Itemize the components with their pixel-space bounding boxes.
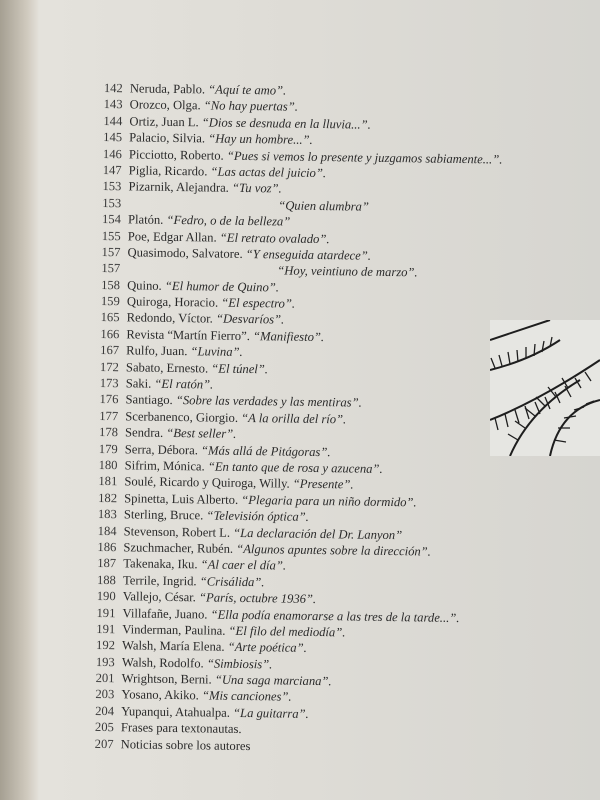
page-number: 204	[95, 703, 115, 719]
page-number: 173	[99, 376, 119, 391]
work-title: “A la orilla del río”.	[241, 410, 347, 427]
work-title: “Pues si vemos lo presente y juzgamos sabiamente...”.	[226, 148, 503, 167]
author-name: Takenaka, Iku.	[123, 556, 198, 572]
page-number: 172	[99, 359, 119, 374]
author-name: Villafañe, Juano.	[122, 605, 208, 621]
page-number: 192	[96, 638, 116, 653]
page-number: 153	[102, 179, 122, 194]
work-title: “En tanto que de rosa y azucena”.	[207, 459, 383, 476]
work-title: “Mis canciones”.	[201, 688, 292, 705]
author-name: Redondo, Víctor.	[126, 310, 213, 327]
author-name: Vinderman, Paulina.	[122, 622, 226, 638]
work-title: “Sobre las verdades y las mentiras”.	[175, 393, 362, 411]
author-name: Saki.	[125, 376, 152, 391]
page-number: 191	[96, 621, 116, 637]
author-name: Pizarnik, Alejandra.	[128, 179, 229, 196]
work-title: “Crisálida”.	[199, 574, 265, 590]
page-number: 176	[99, 392, 119, 407]
page-number: 146	[102, 146, 122, 161]
page-number: 178	[98, 425, 119, 440]
author-name: Terrile, Ingrid.	[122, 573, 197, 589]
page-number: 201	[95, 671, 115, 686]
author-name: Sendra.	[124, 425, 164, 441]
work-title: “Presente”.	[292, 477, 354, 492]
author-name: Rulfo, Juan.	[126, 343, 188, 359]
work-title: “Una saga marciana”.	[214, 672, 332, 689]
palm-leaf-illustration	[490, 320, 600, 456]
page-number: 157	[101, 244, 121, 260]
author-name: Sifrim, Mónica.	[124, 458, 205, 474]
page-number: 144	[103, 113, 123, 129]
work-title: “El filo del mediodía”.	[228, 623, 346, 640]
work-title: “Desvaríos”.	[215, 312, 285, 328]
work-title: “El humor de Quino”.	[164, 278, 280, 295]
author-name: Walsh, Rodolfo.	[121, 654, 204, 671]
author-name: Spinetta, Luis Alberto.	[124, 491, 239, 507]
page-number: 191	[96, 605, 116, 620]
work-title: “Hoy, veintiuno de marzo”.	[277, 263, 418, 280]
work-title: “La guitarra”.	[233, 705, 309, 721]
page-number: 147	[102, 162, 122, 178]
work-title: “París, octubre 1936”.	[198, 590, 317, 607]
work-title: “Las actas del juicio”.	[210, 164, 327, 181]
author-name: Quiroga, Horacio.	[126, 294, 219, 310]
work-title: “Fedro, o de la belleza”	[166, 213, 291, 229]
work-title: “Aquí te amo”.	[208, 82, 287, 98]
work-title: “Plegaria para un niño dormido”.	[241, 492, 417, 510]
work-title: “Algunos apuntes sobre la dirección”.	[236, 541, 431, 559]
page-number: 203	[95, 687, 115, 702]
author-name: Szuchmacher, Rubén.	[123, 540, 234, 556]
work-title: “El espectro”.	[221, 295, 296, 311]
page-number: 157	[101, 261, 121, 276]
author-name: Palacio, Silvia.	[129, 130, 206, 146]
page-number: 183	[97, 507, 117, 522]
author-name: Ortiz, Juan L.	[129, 114, 199, 130]
book-gutter	[0, 0, 38, 800]
work-title: “No hay puertas”.	[203, 98, 299, 115]
page-number: 142	[103, 80, 123, 96]
author-name: Yupanqui, Atahualpa.	[121, 704, 231, 720]
page-number: 165	[100, 310, 120, 325]
author-name: Serra, Débora.	[124, 441, 199, 457]
work-title: “Al caer el día”.	[200, 557, 287, 573]
work-title: “Tu voz”.	[231, 181, 282, 196]
work-title: “Arte poética”.	[227, 640, 307, 656]
author-name: Scerbanenco, Giorgio.	[125, 409, 239, 425]
page-number: 143	[103, 97, 123, 112]
work-title: “Ella podía enamorarse a las tres de la tarde...”.	[210, 607, 460, 625]
page-number: 190	[96, 589, 116, 604]
work-title: “Hay un hombre...”.	[208, 131, 313, 148]
author-name: Piglia, Ricardo.	[128, 163, 208, 179]
work-title: “Luvina”.	[190, 344, 243, 360]
author-name: Santiago.	[125, 392, 173, 408]
page-number: 154	[101, 212, 122, 227]
page-number: 145	[103, 130, 123, 145]
author-name: Soulé, Ricardo y Quiroga, Willy.	[124, 474, 290, 492]
page-number: 153	[102, 195, 122, 210]
work-title: “Quien alumbra”	[278, 198, 369, 214]
author-name: Quino.	[127, 278, 162, 293]
work-title: “La declaración del Dr. Lanyon”	[233, 525, 403, 542]
author-name: Noticias sobre los autores	[120, 736, 251, 753]
work-title: “Best seller”.	[166, 426, 237, 442]
page-number: 166	[100, 326, 120, 342]
page-number: 184	[97, 523, 117, 538]
page-number: 159	[100, 294, 120, 309]
author-name: Stevenson, Robert L.	[123, 523, 231, 540]
author-name: Sabato, Ernesto.	[125, 359, 209, 376]
page-number: 181	[98, 474, 118, 489]
page-number: 186	[97, 539, 117, 555]
author-name: Revista “Martín Fierro”.	[126, 327, 251, 343]
author-name: Neruda, Pablo.	[129, 81, 206, 97]
page-number: 205	[94, 720, 114, 735]
work-title: “El ratón”.	[154, 376, 214, 392]
author-name: Yosano, Akiko.	[121, 687, 199, 703]
page-number: 179	[98, 441, 118, 456]
page-number: 180	[98, 457, 118, 473]
page-number: 158	[101, 277, 121, 292]
author-name: Quasimodo, Salvatore.	[127, 245, 243, 261]
page-number: 187	[97, 556, 117, 571]
work-title: “Manifiesto”.	[252, 328, 325, 344]
author-name: Platón.	[127, 212, 164, 227]
page-number: 177	[99, 408, 119, 424]
page-number: 182	[98, 490, 118, 505]
author-name: Picciotto, Roberto.	[128, 146, 224, 163]
page-number: 207	[94, 736, 114, 751]
author-name: Vallejo, César.	[122, 589, 196, 605]
page-number: 167	[100, 343, 120, 358]
work-title: “El túnel”.	[211, 361, 269, 376]
work-title: “Dios se desnuda en la lluvia...”.	[201, 115, 371, 132]
work-title: “Simbiosis”.	[206, 656, 273, 672]
page-number: 155	[101, 228, 121, 243]
work-title: “Más allá de Pitágoras”.	[200, 442, 331, 459]
page-number: 193	[95, 654, 115, 669]
work-title: “El retrato ovalado”.	[219, 230, 330, 246]
author-name: Sterling, Bruce.	[123, 507, 204, 523]
author-name: Walsh, María Elena.	[122, 638, 225, 655]
author-name: Frases para textonautas.	[120, 720, 242, 737]
work-title: “Y enseguida atardece”.	[245, 246, 372, 263]
work-title: “Televisión óptica”.	[206, 508, 309, 525]
author-name: Poe, Edgar Allan.	[127, 228, 217, 245]
author-name: Wrightson, Berni.	[121, 671, 212, 687]
page-number: 188	[96, 572, 117, 587]
author-name: Orozco, Olga.	[129, 97, 201, 113]
